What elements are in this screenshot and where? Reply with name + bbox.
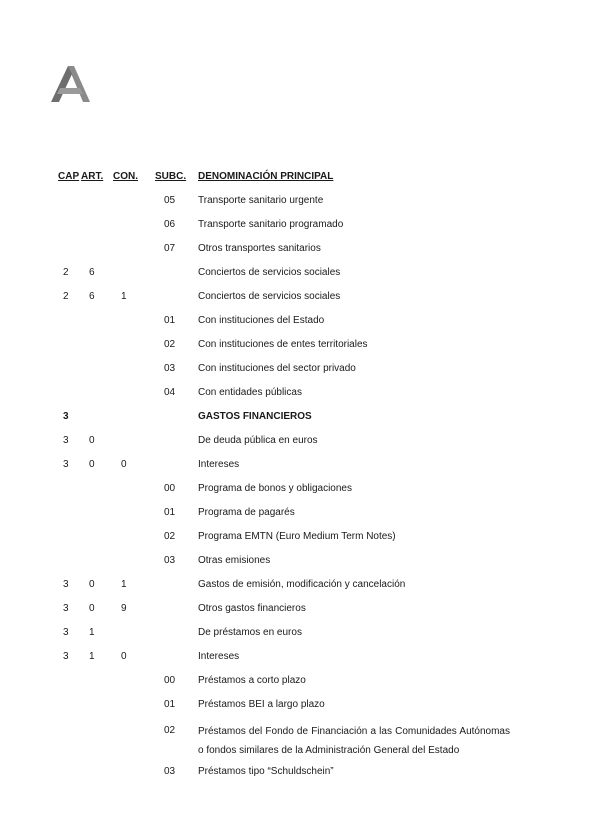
cell-denominacion: Con instituciones del Estado (198, 315, 325, 326)
header-subc: SUBC. (155, 171, 187, 182)
cell-art: 1 (89, 651, 95, 662)
cell-denominacion: Préstamos BEI a largo plazo (198, 699, 325, 710)
cell-subc: 01 (164, 315, 176, 326)
cell-denominacion: Con instituciones del sector privado (198, 363, 356, 374)
cell-subc: 05 (164, 195, 176, 206)
cell-cap: 3 (63, 579, 69, 590)
cell-cap: 3 (63, 603, 69, 614)
cell-cap: 2 (63, 291, 69, 302)
cell-denominacion: Préstamos del Fondo de Financiación a las Comunidades Autónomas o fondos similares de la Administración General del Estado (198, 726, 510, 756)
cell-con: 0 (121, 459, 127, 470)
cell-art: 0 (89, 579, 95, 590)
cell-subc: 06 (164, 219, 176, 230)
cell-denominacion: Conciertos de servicios sociales (198, 267, 341, 278)
header-art: ART. (81, 171, 104, 182)
cell-denominacion: Transporte sanitario urgente (198, 195, 324, 206)
cell-cap: 3 (63, 627, 69, 638)
cell-con: 9 (121, 603, 127, 614)
institution-logo (50, 66, 90, 102)
cell-denominacion: Préstamos tipo “Schuldschein” (198, 766, 334, 777)
cell-subc: 04 (164, 387, 176, 398)
cell-denominacion: Transporte sanitario programado (198, 219, 344, 230)
cell-denominacion: De deuda pública en euros (198, 435, 318, 446)
cell-denominacion: Gastos de emisión, modificación y cancelación (198, 579, 406, 590)
cell-subc: 00 (164, 483, 176, 494)
cell-con: 1 (121, 291, 127, 302)
cell-subc: 00 (164, 675, 176, 686)
cell-con: 1 (121, 579, 127, 590)
cell-denominacion: De préstamos en euros (198, 627, 302, 638)
header-con: CON. (113, 171, 138, 182)
cell-con: 0 (121, 651, 127, 662)
cell-cap: 3 (63, 411, 69, 422)
cell-denominacion: Otras emisiones (198, 555, 271, 566)
cell-cap: 3 (63, 459, 69, 470)
cell-art: 6 (89, 291, 95, 302)
cell-denominacion: Programa de pagarés (198, 507, 295, 518)
cell-cap: 3 (63, 651, 69, 662)
cell-denominacion: Préstamos a corto plazo (198, 675, 306, 686)
cell-art: 1 (89, 627, 95, 638)
cell-subc: 03 (164, 766, 176, 777)
cell-denominacion: GASTOS FINANCIEROS (198, 411, 312, 422)
cell-art: 0 (89, 459, 95, 470)
cell-subc: 01 (164, 699, 176, 710)
cell-denominacion: Con instituciones de entes territoriales (198, 339, 368, 350)
cell-subc: 02 (164, 339, 176, 350)
cell-subc: 02 (164, 531, 176, 542)
cell-art: 0 (89, 435, 95, 446)
cell-cap: 3 (63, 435, 69, 446)
header-cap: CAP (58, 171, 80, 182)
cell-art: 6 (89, 267, 95, 278)
cell-subc: 03 (164, 363, 176, 374)
cell-denominacion: Otros gastos financieros (198, 603, 306, 614)
header-denominacion: DENOMINACIÓN PRINCIPAL (198, 171, 334, 182)
cell-denominacion: Intereses (198, 459, 240, 470)
cell-subc: 01 (164, 507, 176, 518)
cell-subc: 02 (164, 725, 176, 736)
cell-art: 0 (89, 603, 95, 614)
cell-denominacion: Programa EMTN (Euro Medium Term Notes) (198, 531, 396, 542)
cell-denominacion: Programa de bonos y obligaciones (198, 483, 352, 494)
cell-subc: 07 (164, 243, 176, 254)
cell-denominacion: Conciertos de servicios sociales (198, 291, 341, 302)
cell-denominacion: Intereses (198, 651, 240, 662)
cell-subc: 03 (164, 555, 176, 566)
cell-denominacion: Con entidades públicas (198, 387, 302, 398)
cell-denominacion: Otros transportes sanitarios (198, 243, 321, 254)
cell-cap: 2 (63, 267, 69, 278)
